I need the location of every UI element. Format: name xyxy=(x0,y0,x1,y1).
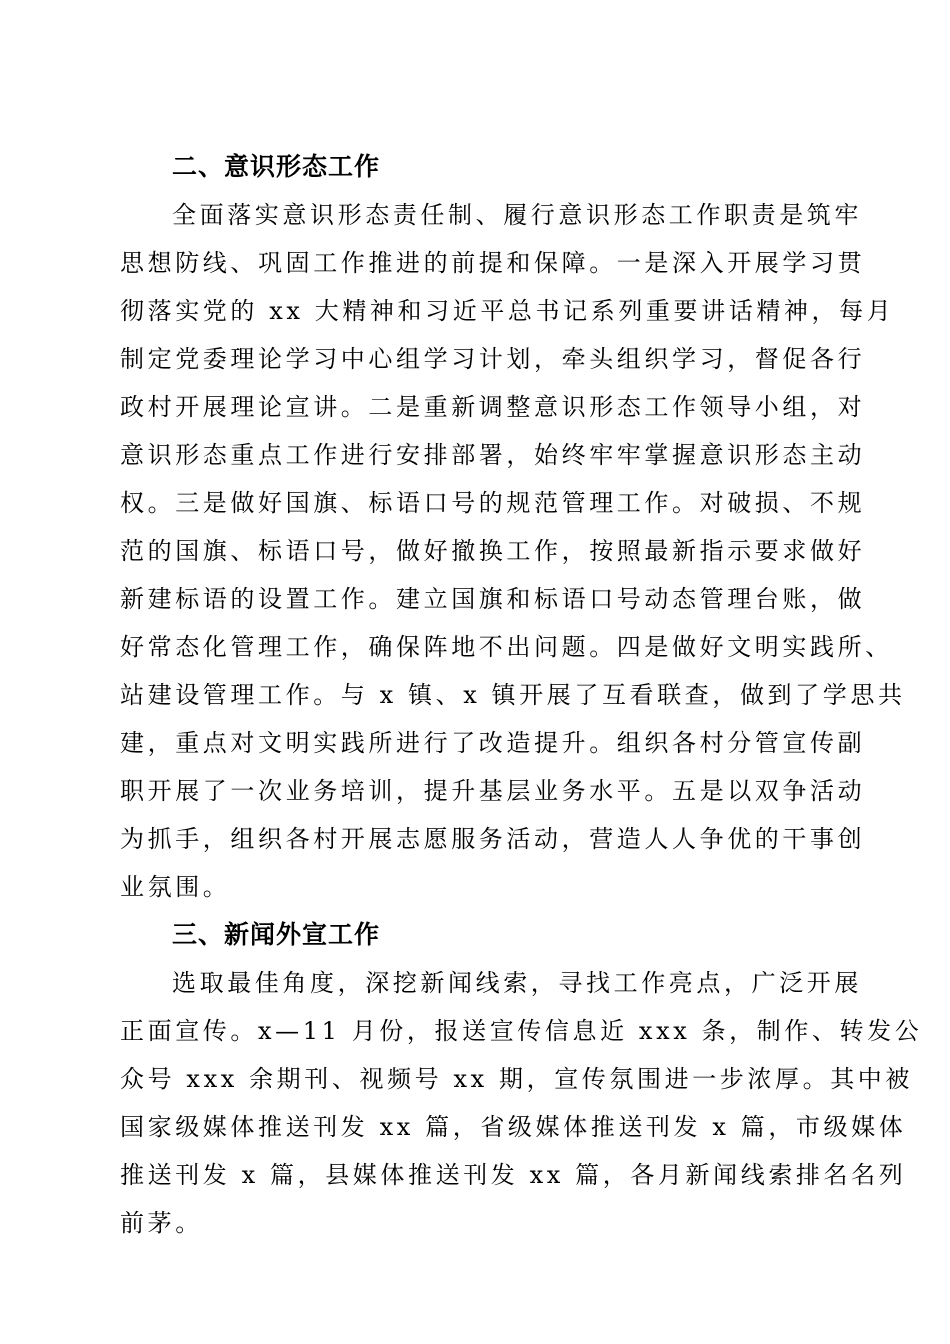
section-body-ideology xyxy=(120,191,906,911)
paragraph-line: 前茅。 xyxy=(120,1209,203,1237)
paragraph-line: 站建设管理工作。与 x 镇、x 镇开展了互看联查，做到了学思共 xyxy=(120,681,906,709)
paragraph-line: 为抓手，组织各村开展志愿服务活动，营造人人争优的干事创 xyxy=(120,825,866,853)
paragraph-line: 建，重点对文明实践所进行了改造提升。组织各村分管宣传副 xyxy=(120,729,866,757)
paragraph-line: 思想防线、巩固工作推进的前提和保障。一是深入开展学习贯 xyxy=(120,249,866,277)
paragraph-line: 权。三是做好国旗、标语口号的规范管理工作。对破损、不规 xyxy=(120,489,866,517)
paragraph-line: 彻落实党的 xx 大精神和习近平总书记系列重要讲话精神，每月 xyxy=(120,297,895,325)
paragraph-line: 制定党委理论学习中心组学习计划，牵头组织学习，督促各行 xyxy=(120,345,866,373)
paragraph-line: 好常态化管理工作，确保阵地不出问题。四是做好文明实践所、 xyxy=(120,633,893,661)
paragraph-line: 国家级媒体推送刊发 xx 篇，省级媒体推送刊发 x 篇，市级媒体 xyxy=(120,1113,907,1141)
paragraph-line: 意识形态重点工作进行安排部署，始终牢牢掌握意识形态主动 xyxy=(120,441,866,469)
paragraph-line: 职开展了一次业务培训，提升基层业务水平。五是以双争活动 xyxy=(120,777,866,805)
paragraph-line: 政村开展理论宣讲。二是重新调整意识形态工作领导小组，对 xyxy=(120,393,866,421)
paragraph-line: 业氛围。 xyxy=(120,873,231,901)
section-heading-news: 三、新闻外宣工作 xyxy=(172,920,381,949)
paragraph-line: 推送刊发 x 篇，县媒体推送刊发 xx 篇，各月新闻线索排名名列 xyxy=(120,1161,907,1189)
paragraph-line: 正面宣传。x—11 月份，报送宣传信息近 xxx 条，制作、转发公 xyxy=(120,1017,923,1045)
section-body-news xyxy=(120,959,923,1247)
paragraph-line: 范的国旗、标语口号，做好撤换工作，按照最新指示要求做好 xyxy=(120,537,866,565)
paragraph-line: 新建标语的设置工作。建立国旗和标语口号动态管理台账，做 xyxy=(120,585,866,613)
paragraph-line: 全面落实意识形态责任制、履行意识形态工作职责是筑牢 xyxy=(172,201,862,229)
document-body xyxy=(120,143,923,1247)
paragraph-line: 众号 xxx 余期刊、视频号 xx 期，宣传氛围进一步浓厚。其中被 xyxy=(120,1065,913,1093)
paragraph-line: 选取最佳角度，深挖新闻线索，寻找工作亮点，广泛开展 xyxy=(172,969,862,997)
section-heading-ideology: 二、意识形态工作 xyxy=(172,152,381,181)
